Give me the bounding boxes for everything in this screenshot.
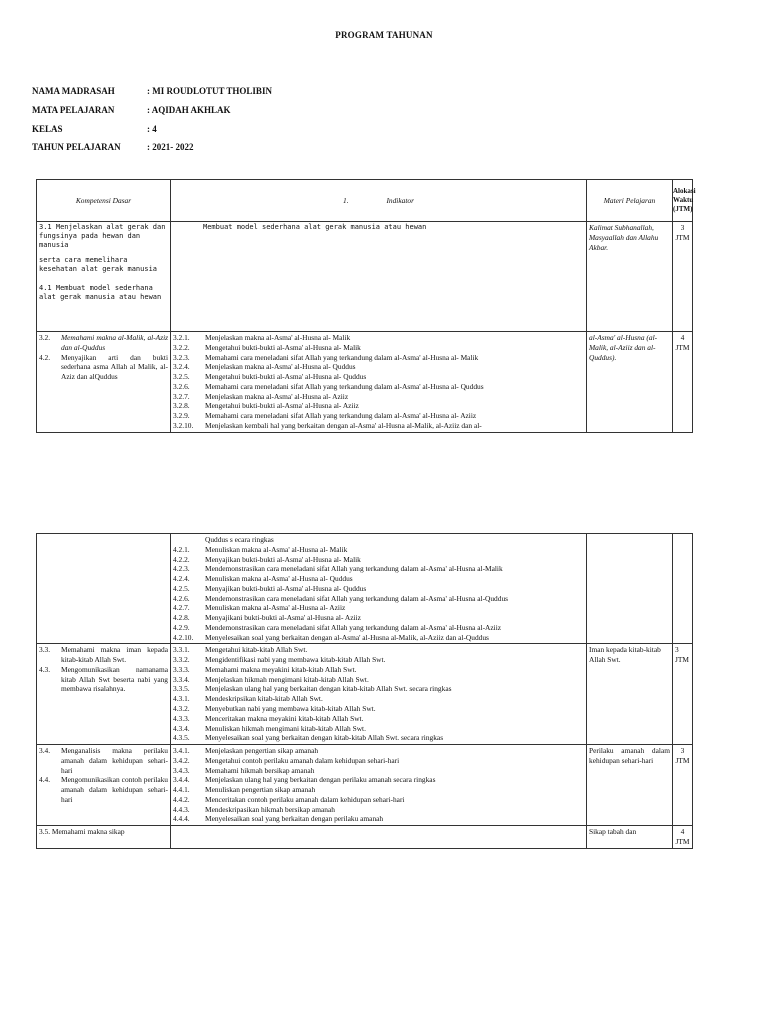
meta-value-mapel: : AQIDAH AKHLAK xyxy=(147,105,231,115)
jtm-cell xyxy=(673,534,693,644)
page-title: PROGRAM TAHUNAN xyxy=(335,30,433,40)
indicator-item: 3.3.5. Menjelaskan ulang hal yang berkaitan dengan kitab-kitab Allah Swt. secara ringkas xyxy=(173,684,452,694)
materi-cell: Iman kepada kitab-kitab Allah Swt. xyxy=(587,644,673,745)
table-row xyxy=(37,332,693,433)
indicator-item: 4.2.9. Mendemonstrasikan cara meneladani sifat Allah yang terkandung dalam al-Asma' al-Husna al-Aziiz xyxy=(173,622,502,632)
indicator-item: 3.4.1. Menjelaskan pengertian sikap amanah xyxy=(173,746,319,756)
indicator-item: 4.2.5. Menyajikan bukti-bukti al-Asma' al-Husna al- Quddus xyxy=(173,583,367,593)
meta-value-madrasah: : MI ROUDLOTUT THOLIBIN xyxy=(147,86,272,96)
materi-cell: al-Asma' al-Husna (al- Malik, al-Aziiz dan al- Quddus). xyxy=(587,332,673,433)
meta-label-mapel: MATA PELAJARAN xyxy=(32,105,115,115)
header-alokasi: Alokasi Waktu (JTM) xyxy=(673,180,693,222)
meta-value-tahun: : 2021- 2022 xyxy=(147,142,194,152)
jtm-cell: 4 JTM xyxy=(673,826,693,849)
indicator-item: 4.4.2. Menceritakan contoh perilaku amanah dalam kehidupan sehari-hari xyxy=(173,794,405,804)
indicator-item: 3.2.6. Memahami cara meneladani sifat Allah yang terkandung dalam al-Asma' al-Husna al- Quddus xyxy=(173,381,484,391)
indicator-item: 3.3.4. Menjelaskan hikmah mengimani kitab-kitab Allah Swt. xyxy=(173,674,369,684)
indicator-item: 4.2.8. Menyajikani bukti-bukti al-Asma' al-Husna al- Aziiz xyxy=(173,613,361,623)
kd-item: 3.3. Memahami makna iman kepada kitab-kitab Allah Swt. xyxy=(39,645,168,665)
kd-item: 3.1 Menjelaskan alat gerak dan fungsinya pada hewan dan manusia xyxy=(39,223,166,250)
kd-item: 4.1 Membuat model sederhana alat gerak manusia atau hewan xyxy=(39,284,162,302)
indicator-cell: Membuat model sederhana alat gerak manusia atau hewan xyxy=(171,222,587,332)
header-ind-num: 1. xyxy=(343,195,349,205)
indicator-item: 3.2.10. Menjelaskan kembali hal yang berkaitan dengan al-Asma' al-Husna al-Malik, al-Aziiz dan al- xyxy=(173,420,482,430)
indicator-item: 3.4.2. Mengetahui contoh perilaku amanah dalam kehidupan sehari-hari xyxy=(173,755,400,765)
header-indikator xyxy=(171,180,587,222)
indicator-item: 4.3.3. Menceritakan makna meyakini kitab-kitab Allah Swt. xyxy=(173,713,364,723)
kd-cell xyxy=(37,745,171,826)
indicator-cell xyxy=(171,534,587,644)
kd-item: 3.4. Menganalisis makna perilaku amanah dalam kehidupan sehari-hari xyxy=(39,746,168,775)
indicator-item: 3.2.7. Menjelaskan makna al-Asma' al-Husna al- Aziiz xyxy=(173,391,349,401)
indicator-item: 3.2.2. Mengetahui bukti-bukti al-Asma' al-Husna al- Malik xyxy=(173,342,361,352)
indicator-item: 3.2.5. Mengetahui bukti-bukti al-Asma' al-Husna al- Quddus xyxy=(173,372,367,382)
indicator-item: 4.3.1. Mendeskripsikan kitab-kitab Allah Swt. xyxy=(173,694,323,704)
indicator-item: 4.2.7. Menuliskan makna al-Asma' al-Husna al- Aziiz xyxy=(173,603,346,613)
kd-item: serta cara memelihara kesehatan alat gerak manusia xyxy=(39,255,158,273)
indicator-continuation: Quddus s ecara ringkas xyxy=(205,535,274,544)
indicator-cell xyxy=(171,745,587,826)
jtm-cell: 4 JTM xyxy=(673,332,693,433)
indicator-item: 4.2.4. Menuliskan makna al-Asma' al-Husna al- Quddus xyxy=(173,574,353,584)
indicator-item: 4.3.5. Menyelesaikan soal yang berkaitan dengan kitab-kitab Allah Swt. secara ringkas xyxy=(173,733,444,743)
kd-cell: 3.5. Memahami makna sikap xyxy=(37,826,171,849)
indicator-item: 3.3.2. Mengidentifikasi nabi yang membawa kitab-kitab Allah Swt. xyxy=(173,655,386,665)
table-row xyxy=(37,644,693,745)
header-materi: Materi Pelajaran xyxy=(587,180,673,222)
meta-value-kelas: : 4 xyxy=(147,124,157,134)
indicator-item: 4.2.6. Mendemonstrasikan cara meneladani sifat Allah yang terkandung dalam al-Asma' al-Husna al-Quddus xyxy=(173,593,509,603)
indicator-item: 3.4.4. Menjelaskan ulang hal yang berkaitan dengan perilaku amanah secara ringkas xyxy=(173,775,436,785)
kd-cell xyxy=(37,644,171,745)
indicator-item: 4.2.10. Menyelesaikan soal yang berkaitan dengan al-Asma' al-Husna al-Malik, al-Aziiz dan al-Quddus xyxy=(173,632,489,642)
indicator-cell xyxy=(171,826,587,849)
kd-item: 4.3. Mengomunikasikan namanama kitab Allah Swt beserta nabi yang membawa risalahnya. xyxy=(39,664,168,694)
jtm-cell: 3 JTM xyxy=(673,222,693,332)
program-table-part2 xyxy=(36,533,693,849)
kd-cell xyxy=(37,534,171,644)
table-row xyxy=(37,826,693,849)
jtm-cell: 3 JTM xyxy=(673,644,693,745)
indicator-item: 3.2.1. Menjelaskan makna al-Asma' al-Husna al- Malik xyxy=(173,333,351,342)
header-ind-label: Indikator xyxy=(386,195,414,205)
kd-item: 3.2. Memahami makna al-Malik, al-Aziz dan al-Quddus xyxy=(39,333,168,352)
kd-item: 4.2. Menyajikan arti dan bukti sederhana asma Allah al Malik, al-Aziz dan alQuddus xyxy=(39,352,168,382)
indicator-item: 4.2.1. Menuliskan makna al-Asma' al-Husna al- Malik xyxy=(173,544,348,554)
indicator-item: 4.2.2. Menyajikan bukti-bukti al-Asma' al-Husna al- Malik xyxy=(173,554,361,564)
kd-cell xyxy=(37,222,171,332)
table-row xyxy=(37,534,693,644)
materi-cell: Perilaku amanah dalam kehidupan sehari-hari xyxy=(587,745,673,826)
indicator-item: 3.2.3. Memahami cara meneladani sifat Allah yang terkandung dalam al-Asma' al-Husna al- Malik xyxy=(173,352,479,362)
indicator-item: 4.4.4. Menyelesaikan soal yang berkaitan dengan perilaku amanah xyxy=(173,814,384,824)
indicator-item: 4.3.4. Menuliskan hikmah mengimani kitab-kitab Allah Swt. xyxy=(173,723,366,733)
kd-cell xyxy=(37,332,171,433)
indicator-item: 3.2.4. Menjelaskan makna al-Asma' al-Husna al- Quddus xyxy=(173,362,356,372)
indicator-item: 3.4.3. Memahami hikmah bersikap amanah xyxy=(173,765,315,775)
materi-cell xyxy=(587,534,673,644)
meta-label-tahun: TAHUN PELAJARAN xyxy=(32,142,121,152)
table-header-row xyxy=(37,180,693,222)
indicator-item: 3.2.8. Mengetahui bukti-bukti al-Asma' al-Husna al- Aziiz xyxy=(173,401,359,411)
indicator-item: 3.2.9. Memahami cara meneladani sifat Allah yang terkandung dalam al-Asma' al-Husna al- Aziiz xyxy=(173,411,477,421)
indicator-item: 4.4.3. Mendeskripasikan hikmah bersikap amanah xyxy=(173,804,335,814)
indicator-cell xyxy=(171,644,587,745)
meta-label-madrasah: NAMA MADRASAH xyxy=(32,86,115,96)
materi-cell: Kalimat Subhanallah, Masyaallah dan Allahu Akbar. xyxy=(587,222,673,332)
materi-cell: Sikap tabah dan xyxy=(587,826,673,849)
indicator-item: 3.3.1. Mengetahui kitab-kitab Allah Swt. xyxy=(173,645,308,655)
indicator-item: 4.3.2. Menyebutkan nabi yang membawa kitab-kitab Allah Swt. xyxy=(173,704,376,714)
table-row xyxy=(37,222,693,332)
kd-item: 4.4. Mengomunikasikan contoh perilaku amanah dalam kehidupan sehari-hari xyxy=(39,775,168,804)
indicator-item: 3.3.3. Memahami makna meyakini kitab-kitab Allah Swt. xyxy=(173,664,357,674)
indicator-item: 4.2.3. Mendemonstrasikan cara meneladani sifat Allah yang terkandung dalam al-Asma' al-Husna al-Malik xyxy=(173,564,503,574)
jtm-cell: 3 JTM xyxy=(673,745,693,826)
indicator-item: 4.4.1. Menuliskan pengertian sikap amanah xyxy=(173,785,316,795)
program-table-part1 xyxy=(36,179,696,433)
header-kd: Kompetensi Dasar xyxy=(37,180,171,222)
table-row xyxy=(37,745,693,826)
meta-label-kelas: KELAS xyxy=(32,124,63,134)
indicator-cell xyxy=(171,332,587,433)
